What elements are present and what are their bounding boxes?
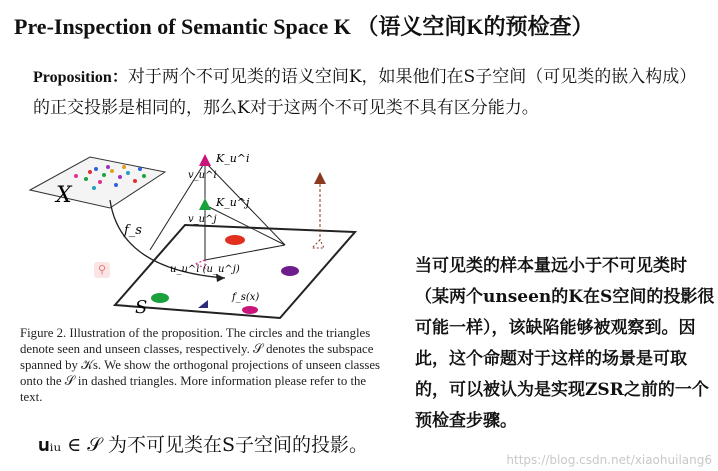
fsx-label: f_s(x) xyxy=(232,292,260,303)
proposition-text: 对于两个不可见类的语义空间K，如果他们在S子空间（可见类的嵌入构成）的正交投影是相同的，那么K对于这两个不可见类不具有区分能力。 xyxy=(33,67,688,118)
slant-line-2 xyxy=(205,205,285,245)
s-label: S xyxy=(135,297,148,318)
bottom-equation xyxy=(38,430,368,457)
seen-class-red xyxy=(225,235,245,245)
unseen-triangle-i xyxy=(199,154,211,166)
ku-j-label: K_u^j xyxy=(216,196,250,209)
proposition xyxy=(33,62,693,123)
uu-label: u_u^i (u_u^j) xyxy=(170,264,240,275)
x-space-panel xyxy=(30,157,165,208)
navy-triangle xyxy=(198,300,208,308)
unseen-triangle-brown xyxy=(314,172,326,184)
search-icon[interactable]: ⚲ xyxy=(94,262,110,278)
seen-class-green xyxy=(151,293,169,303)
vu-i-label: v_u^i xyxy=(188,170,217,181)
base-line xyxy=(205,245,285,260)
right-explanation: 当可见类的样本量远小于不可见类时（某两个unseen的K在S空间的投影很可能一样），该缺陷能够被观察到。因此，这个命题对于这样的场景是可取的，可以被认为是实现ZSR之前的一个预检查步骤。 xyxy=(415,256,715,431)
projection-text: 为不可见类在S子空间的投影。 xyxy=(107,434,368,456)
seen-class-magenta xyxy=(242,306,258,314)
proposition-label: Proposition： xyxy=(33,69,128,86)
proposition-figure xyxy=(0,140,400,340)
fs-arrow-head xyxy=(216,274,225,282)
seen-class-purple xyxy=(281,266,299,276)
vu-j-label: v_u^j xyxy=(188,214,217,225)
fs-label: f_s xyxy=(124,223,142,238)
projection-math: 𝐮ᵢᵤ ∈ 𝒮 xyxy=(38,434,102,456)
ku-i-label: K_u^i xyxy=(216,152,250,165)
figure-svg xyxy=(0,140,400,340)
unseen-triangle-j xyxy=(199,198,211,210)
page-title: Pre-Inspection of Semantic Space K （语义空间K的预检查） xyxy=(14,14,594,39)
brown-projection xyxy=(312,240,324,248)
figure-caption: Figure 2. Illustration of the proposition. The circles and the triangles denote seen and unseen classes, respectively. 𝒮 denotes the subspace spanned by 𝒦s. We show the orthogonal projections of unseen classes onto the 𝒮 in dashed triangles. More information please refer to the text. xyxy=(20,326,380,404)
x-label: X xyxy=(56,183,72,208)
watermark: https://blog.csdn.net/xiaohuilang6 xyxy=(506,453,712,467)
